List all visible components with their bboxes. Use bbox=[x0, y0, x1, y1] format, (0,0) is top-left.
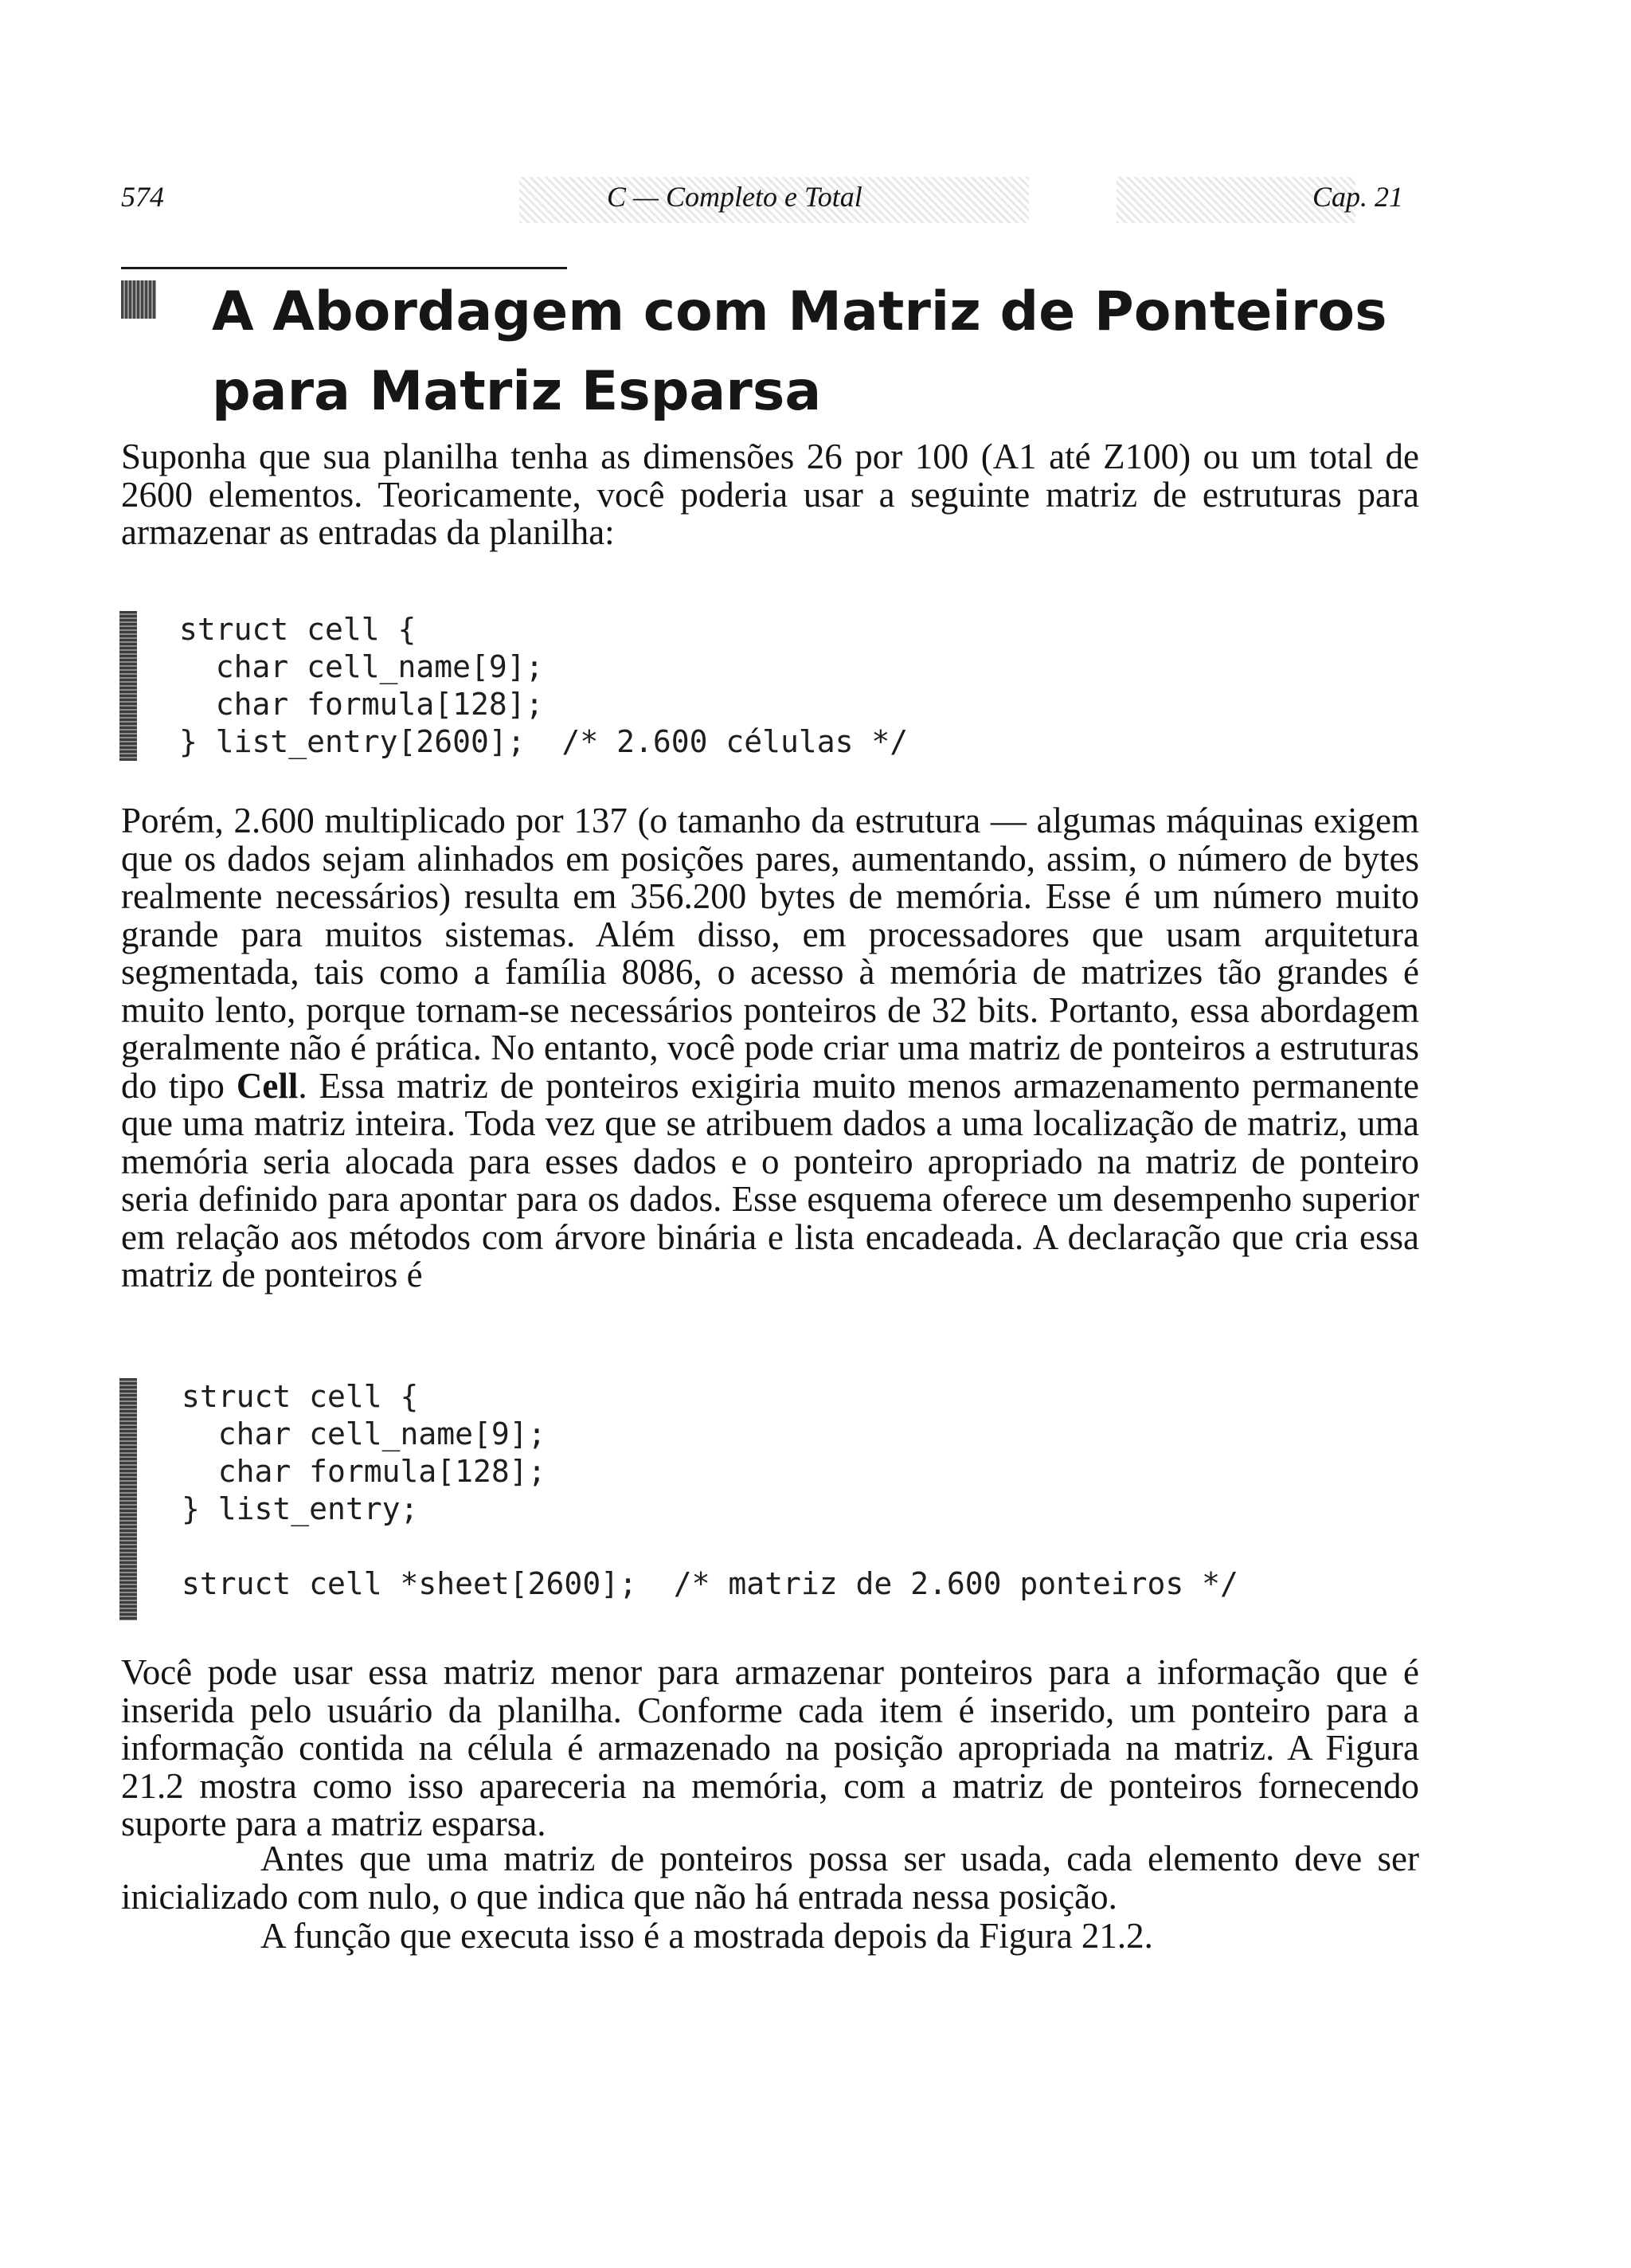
paragraph-memory-analysis bbox=[121, 802, 1419, 1295]
section-marker-icon bbox=[121, 280, 156, 319]
code-text: struct cell { char cell_name[9]; char formula[128]; } list_entry; struct cell *sheet[2600]; /* matriz de 2.600 ponteiros */ bbox=[182, 1379, 1238, 1601]
code-block-bar bbox=[119, 611, 137, 761]
paragraph-text: Porém, 2.600 multiplicado por 137 (o tamanho da estrutura — algumas máquinas exigem que os dados sejam alinhados em posições pares, aumentando, assim, o número de bytes realmente necessários) resulta em 356.200 bytes de memória. Esse é um número muito grande para muitos sistemas. Além disso, em processadores que usam arquitetura segmentada, tais como a família 8086, o acesso à memória de matrizes tão grandes é muito lento, porque tornam-se necessários ponteiros de 32 bits. Portanto, essa abordagem geralmente não é prática. No entanto, você pode criar uma matriz de ponteiros a estruturas do tipo bbox=[121, 801, 1419, 1106]
paragraph-intro: Suponha que sua planilha tenha as dimensões 26 por 100 (A1 até Z100) ou um total de 2600 elementos. Teoricamente, você poderia usar a seguinte matriz de estruturas para armazenar as entradas da planilha: bbox=[121, 437, 1419, 552]
paragraph-initialization: Antes que uma matriz de ponteiros possa ser usada, cada elemento deve ser inicializado com nulo, o que indica que não há entrada nessa posição. bbox=[121, 1839, 1419, 1917]
running-header bbox=[121, 177, 1403, 225]
page-number: 574 bbox=[121, 181, 164, 213]
cell-type-term: Cell bbox=[236, 1065, 299, 1106]
paragraph-usage: Você pode usar essa matriz menor para armazenar ponteiros para a informação que é inserida pelo usuário da planilha. Conforme cada item é inserido, um ponteiro para a informação contida na célula é armazenado na posição apropriada na matriz. A Figura 21.2 mostra como isso apareceria na memória, com a matriz de ponteiros fornecendo suporte para a matriz esparsa. bbox=[121, 1652, 1419, 1843]
code-text: struct cell { char cell_name[9]; char formula[128]; } list_entry[2600]; /* 2.600 células */ bbox=[179, 612, 909, 759]
book-title: C — Completo e Total bbox=[607, 181, 862, 213]
code-block-bar bbox=[119, 1378, 137, 1620]
section-title: A Abordagem com Matriz de Ponteiros para Matriz Esparsa bbox=[212, 280, 1387, 423]
chapter-label: Cap. 21 bbox=[1312, 181, 1403, 213]
section-rule bbox=[121, 267, 567, 269]
paragraph-function-note: A função que executa isso é a mostrada depois da Figura 21.2. bbox=[260, 1916, 1153, 1956]
paragraph-text: . Essa matriz de ponteiros exigiria muito menos armazenamento permanente que uma matriz inteira. Toda vez que se atribuem dados a uma localização de matriz, uma memória seria alocada para esses dados e o ponteiro apropriado na matriz de ponteiro seria definido para apontar para os dados. Esse esquema oferece um desempenho superior em relação aos métodos com árvore binária e lista encadeada. A declaração que cria essa matriz de ponteiros é bbox=[121, 1065, 1419, 1295]
